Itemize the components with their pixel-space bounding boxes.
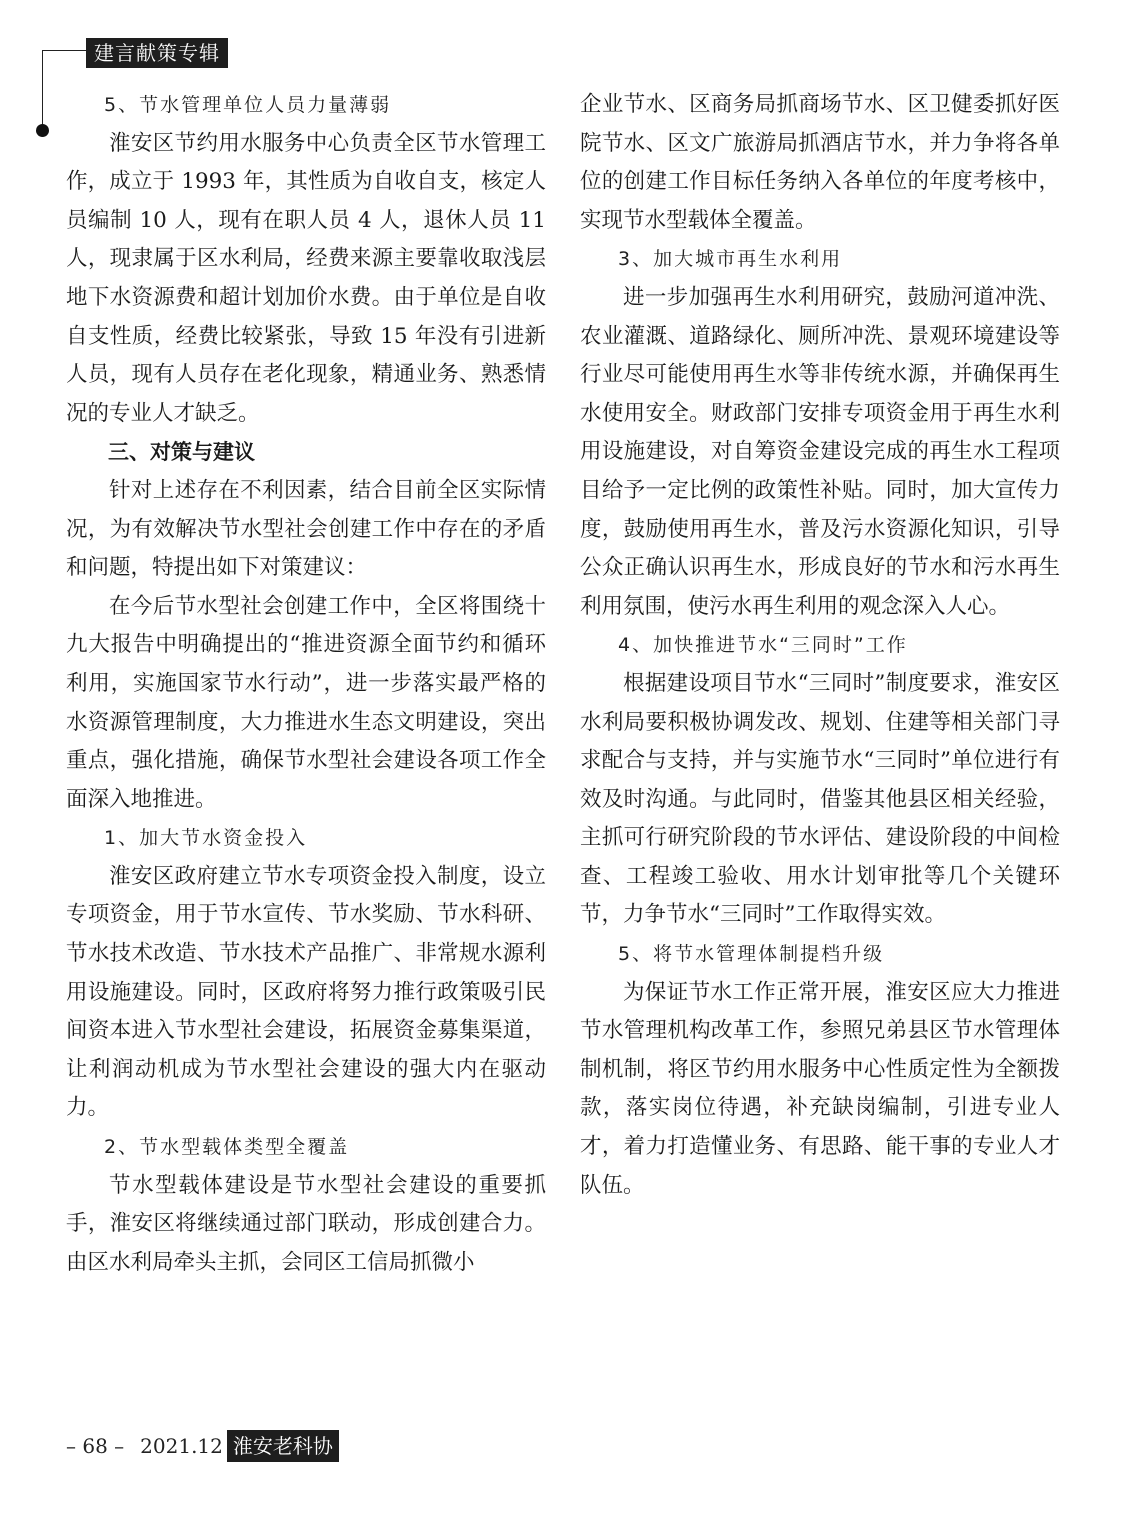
section-label: 建言献策专辑 bbox=[86, 38, 228, 68]
body-paragraph: 在今后节水型社会创建工作中，全区将围绕十九大报告中明确提出的“推进资源全面节约和循环利用，实施国家节水行动”，进一步落实最严格的水资源管理制度，大力推进水生态文明建设，突出重点，强化措施，确保节水型社会建设各项工作全面深入地推进。 bbox=[66, 593, 546, 812]
magazine-title: 淮安老科协 bbox=[227, 1430, 339, 1462]
subsection-heading: 4、加快推进节水“三同时”工作 bbox=[618, 634, 908, 657]
body-paragraph: 根据建设项目节水“三同时”制度要求，淮安区水利局要积极协调发改、规划、住建等相关部门寻求配合与支持，并与实施节水“三同时”单位进行有效及时沟通。与此同时，借鉴其他县区相关经验，主抓可行研究阶段的节水评估、建设阶段的中间检查、工程竣工验收、用水计划审批等几个关键环节，力争节水“三同时”工作取得实效。 bbox=[580, 670, 1060, 928]
subsection-heading: 5、节水管理单位人员力量薄弱 bbox=[104, 94, 392, 116]
subsection-heading: 3、加大城市再生水利用 bbox=[618, 248, 843, 271]
margin-frame-line bbox=[42, 50, 43, 130]
subsection-heading: 2、节水型载体类型全覆盖 bbox=[104, 1136, 350, 1159]
subsection-heading: 5、将节水管理体制提档升级 bbox=[618, 943, 885, 966]
header-frame-line bbox=[42, 50, 86, 51]
margin-dot-marker bbox=[36, 124, 49, 137]
body-paragraph: 淮安区政府建立节水专项资金投入制度，设立专项资金，用于节水宣传、节水奖励、节水科研、节水技术改造、节水技术产品推广、非常规水源利用设施建设。同时，区政府将努力推行政策吸引民间资本进入节水型社会建设，拓展资金募集渠道，让利润动机成为节水型社会建设的强大内在驱动力。 bbox=[66, 863, 546, 1121]
body-paragraph: 节水型载体建设是节水型社会建设的重要抓手，淮安区将继续通过部门联动，形成创建合力。由区水利局牵头主抓，会同区工信局抓微小 bbox=[66, 1172, 546, 1275]
body-paragraph: 为保证节水工作正常开展，淮安区应大力推进节水管理机构改革工作，参照兄弟县区节水管理体制机制，将区节约用水服务中心性质定性为全额拨款，落实岗位待遇，补充缺岗编制，引进专业人才，着力打造懂业务、有思路、能干事的专业人才队伍。 bbox=[580, 979, 1060, 1198]
continued-paragraph: 企业节水、区商务局抓商场节水、区卫健委抓好医院节水、区文广旅游局抓酒店节水，并力争将各单位的创建工作目标任务纳入各单位的年度考核中，实现节水型载体全覆盖。 bbox=[580, 92, 1060, 233]
right-column bbox=[580, 86, 1060, 1205]
page-footer bbox=[66, 1430, 339, 1462]
left-column bbox=[66, 86, 546, 1282]
body-paragraph: 进一步加强再生水利用研究，鼓励河道冲洗、农业灌溉、道路绿化、厕所冲洗、景观环境建设等行业尽可能使用再生水等非传统水源，并确保再生水使用安全。财政部门安排专项资金用于再生水利用设施建设，对自筹资金建设完成的再生水工程项目给予一定比例的政策性补贴。同时，加大宣传力度，鼓励使用再生水，普及污水资源化知识，引导公众正确认识再生水，形成良好的节水和污水再生利用氛围，使污水再生利用的观念深入人心。 bbox=[580, 284, 1060, 619]
page-number: – 68 – bbox=[66, 1434, 125, 1458]
body-paragraph: 淮安区节约用水服务中心负责全区节水管理工作，成立于 1993 年，其性质为自收自支，核定人员编制 10 人，现有在职人员 4 人，退休人员 11 人，现隶属于区水利局，经费来源主要靠收取浅层地下水资源费和超计划加价水费。由于单位是自收自支性质，经费比较紧张，导致 15 年没有引进新人员，现有人员存在老化现象，精通业务、熟悉情况的专业人才缺乏。 bbox=[66, 130, 546, 426]
body-paragraph: 针对上述存在不利因素，结合目前全区实际情况，为有效解决节水型社会创建工作中存在的矛盾和问题，特提出如下对策建议： bbox=[66, 477, 546, 581]
subsection-heading: 1、加大节水资金投入 bbox=[104, 827, 308, 850]
section-heading: 三、对策与建议 bbox=[108, 440, 255, 465]
issue-date: 2021.12 bbox=[140, 1434, 223, 1458]
